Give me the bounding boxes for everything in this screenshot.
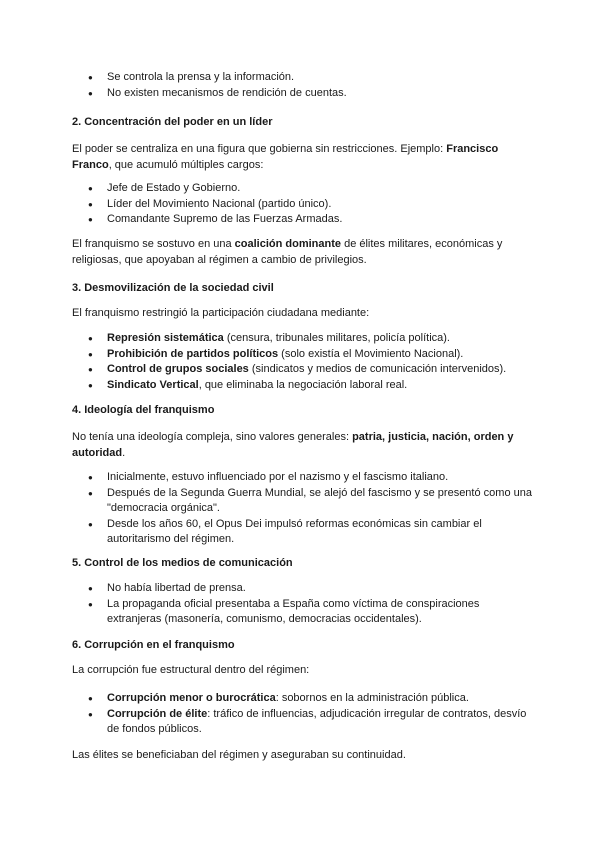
paragraph: El franquismo se sostuvo en una coalición dominante de élites militares, económicas y religiosas, que apoyaban al régimen a cambio de privilegios. <box>72 238 503 266</box>
list-item: ● Se controla la prensa y la información. <box>72 70 532 86</box>
bullet-list <box>72 70 532 101</box>
bullet-list <box>72 581 532 628</box>
bullet-list <box>72 181 532 228</box>
list-item: ● Jefe de Estado y Gobierno. <box>72 181 532 197</box>
list-item: ● Sindicato Vertical, que eliminaba la negociación laboral real. <box>72 378 532 394</box>
list-item: ● Inicialmente, estuvo influenciado por el nazismo y el fascismo italiano. <box>72 470 532 486</box>
list-item: ● Corrupción de élite: tráfico de influencias, adjudicación irregular de contratos, desvío de fondos públicos. <box>72 707 532 738</box>
list-item: ● No existen mecanismos de rendición de cuentas. <box>72 86 532 102</box>
list-item: ● Comandante Supremo de las Fuerzas Armadas. <box>72 212 532 228</box>
paragraph: El franquismo restringió la participación ciudadana mediante: <box>72 307 370 319</box>
paragraph: El poder se centraliza en una figura que gobierna sin restricciones. Ejemplo: Francisco Franco, que acumuló múltiples cargos: <box>72 143 499 171</box>
paragraph: La corrupción fue estructural dentro del régimen: <box>72 664 310 676</box>
list-item: ● Represión sistemática (censura, tribunales militares, policía política). <box>72 331 532 347</box>
paragraph: Las élites se beneficiaban del régimen y aseguraban su continuidad. <box>72 749 406 761</box>
section-heading: 3. Desmovilización de la sociedad civil <box>72 282 274 294</box>
paragraph: No tenía una ideología compleja, sino valores generales: patria, justicia, nación, orden y autoridad. <box>72 431 514 459</box>
list-item: ● Después de la Segunda Guerra Mundial, se alejó del fascismo y se presentó como una "democracia orgánica". <box>72 486 532 517</box>
list-item: ● Corrupción menor o burocrática: sobornos en la administración pública. <box>72 691 532 707</box>
section-heading: 2. Concentración del poder en un líder <box>72 116 273 128</box>
section-heading: 6. Corrupción en el franquismo <box>72 639 235 651</box>
bullet-list <box>72 331 532 393</box>
list-item: ● Prohibición de partidos políticos (solo existía el Movimiento Nacional). <box>72 347 532 363</box>
list-item: ● Desde los años 60, el Opus Dei impulsó reformas económicas sin cambiar el autoritarismo del régimen. <box>72 517 532 548</box>
section-heading: 4. Ideología del franquismo <box>72 404 215 416</box>
bullet-list <box>72 470 532 548</box>
list-item: ● Control de grupos sociales (sindicatos y medios de comunicación intervenidos). <box>72 362 532 378</box>
bullet-list <box>72 691 532 738</box>
section-heading: 5. Control de los medios de comunicación <box>72 557 293 569</box>
list-item: ● La propaganda oficial presentaba a España como víctima de conspiraciones extranjeras (masonería, comunismo, democracias occidentales). <box>72 597 532 628</box>
list-item: ● No había libertad de prensa. <box>72 581 532 597</box>
list-item: ● Líder del Movimiento Nacional (partido único). <box>72 197 532 213</box>
